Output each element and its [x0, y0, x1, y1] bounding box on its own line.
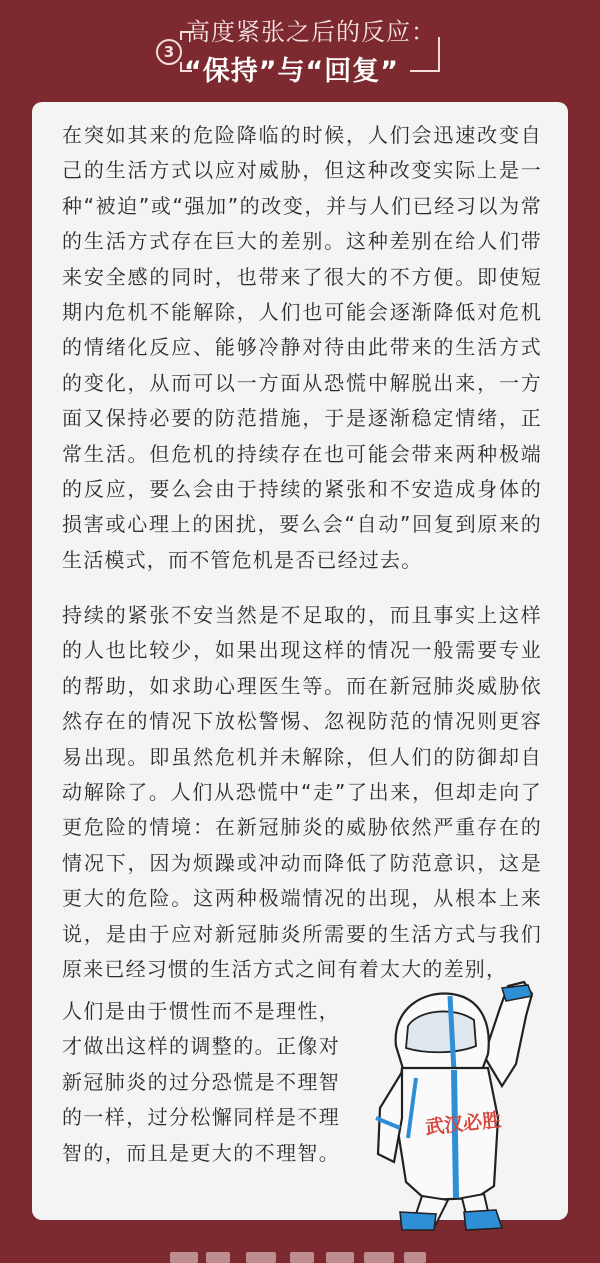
section-title-line1: 高度紧张之后的反应：	[186, 18, 436, 46]
header-frame-bottom-right	[410, 70, 440, 72]
medical-worker-illustration	[356, 968, 556, 1233]
header-frame-left	[180, 31, 182, 40]
section-number-badge: 3	[156, 39, 182, 65]
suit-slogan: 武汉必胜	[424, 1109, 503, 1139]
header-frame-right	[438, 37, 440, 71]
paragraph-3: 人们是由于惯性而不是理性，才做出这样的调整的。正像对新冠肺炎的过分恐慌是不理智的一样，过分松懈同样是不理智的，而且是更大的不理智。	[62, 999, 341, 1165]
paragraph-1: 在突如其来的危险降临的时候，人们会迅速改变自己的生活方式以应对威胁，但这种改变实际上是一种“被迫”或“强加”的改变，并与人们已经习以为常的生活方式存在巨大的差别。这种差别在给人们带来安全感的同时，也带来了很大的不方便。即使短期内危机不能解除，人们也可能会逐渐降低对危机的情绪化反应、能够冷静对待由此带来的生活方式的变化，从而可以一方面从恐慌中解脱出来，一方面又保持必要的防范措施，于是逐渐稳定情绪，正常生活。但危机的持续存在也可能会带来两种极端的反应，要么会由于持续的紧张和不安造成身体的损害或心理上的困扰，要么会“自动”回复到原来的生活模式，而不管危机是否已经过去。	[62, 123, 542, 572]
section-header	[0, 0, 600, 90]
section-title-line2: “保持”与“回复”	[184, 56, 399, 87]
paragraph-2: 持续的紧张不安当然是不足取的，而且事实上这样的人也比较少，如果出现这样的情况一般需要专业的帮助，如求助心理医生等。而在新冠肺炎威胁依然存在的情况下放松警惕、忽视防范的情况则更容易出现。即虽然危机并未解除，但人们的防御却自动解除了。人们从恐慌中“走”了出来，但却走向了更危险的情境：在新冠肺炎的威胁依然严重存在的情况下，因为烦躁或冲动而降低了防范意识，这是更大的危险。这两种极端情况的出现，从根本上来说，是由于应对新冠肺炎所需要的生活方式与我们原来已经习惯的生活方式之间有着太大的差别，	[62, 603, 542, 982]
next-section-text-cropped	[0, 1246, 600, 1263]
